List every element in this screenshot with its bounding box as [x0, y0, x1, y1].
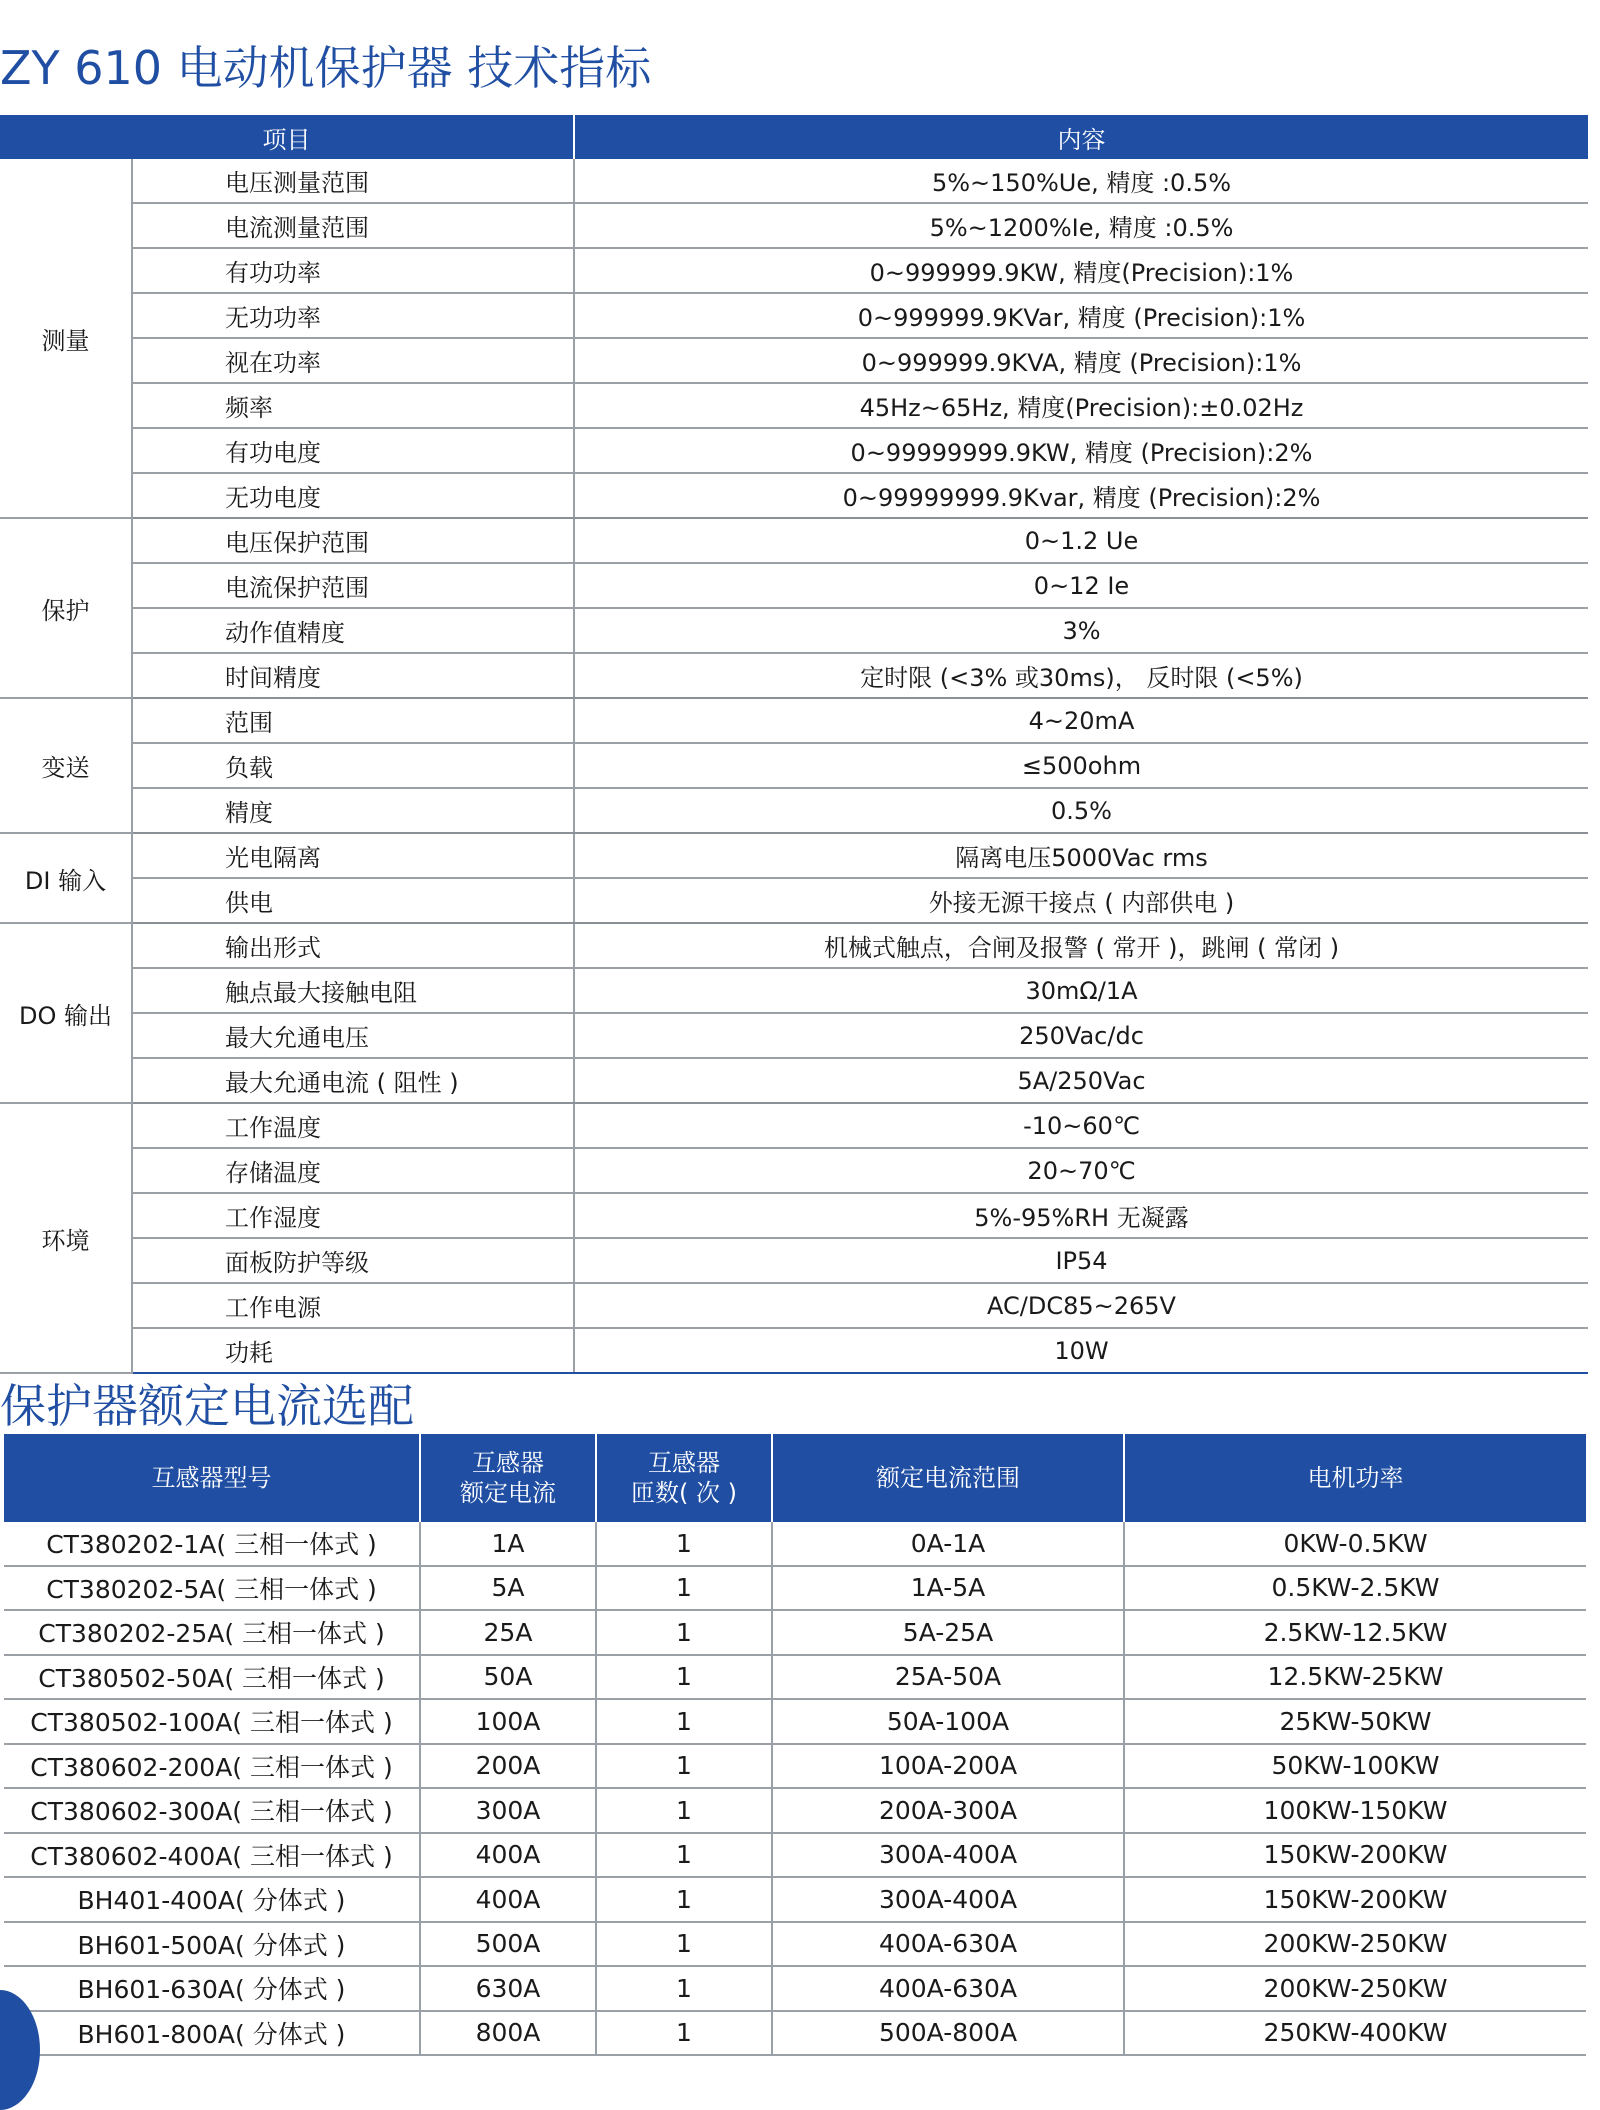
ct-table	[4, 1434, 1586, 2056]
spec-row	[0, 743, 1588, 788]
spec-row	[0, 878, 1588, 923]
spec-content: -10~60℃	[574, 1103, 1588, 1148]
ct-row	[4, 1744, 1586, 1789]
ct-rated-current: 400A	[420, 1833, 596, 1878]
header-motor-power: 电机功率	[1124, 1434, 1586, 1522]
ct-rated-current: 500A	[420, 1922, 596, 1967]
ct-turns: 1	[596, 1966, 772, 2011]
spec-content: 0~99999999.9KW, 精度 (Precision):2%	[574, 428, 1588, 473]
current-range: 500A-800A	[772, 2011, 1124, 2056]
ct-turns: 1	[596, 1655, 772, 1700]
motor-power: 0.5KW-2.5KW	[1124, 1566, 1586, 1611]
current-range: 300A-400A	[772, 1833, 1124, 1878]
spec-item: 工作电源	[132, 1283, 574, 1328]
spec-content: 定时限 (<3% 或30ms)， 反时限 (<5%)	[574, 653, 1588, 698]
ct-row	[4, 1922, 1586, 1967]
spec-content: AC/DC85~265V	[574, 1283, 1588, 1328]
spec-content: ≤500ohm	[574, 743, 1588, 788]
current-range: 1A-5A	[772, 1566, 1124, 1611]
spec-content: 45Hz~65Hz, 精度(Precision):±0.02Hz	[574, 383, 1588, 428]
spec-row	[0, 518, 1588, 563]
ct-rated-current: 50A	[420, 1655, 596, 1700]
ct-row	[4, 1655, 1586, 1700]
spec-content: 0~999999.9KW, 精度(Precision):1%	[574, 248, 1588, 293]
current-range: 0A-1A	[772, 1522, 1124, 1566]
spec-item: 动作值精度	[132, 608, 574, 653]
ct-rated-current: 100A	[420, 1699, 596, 1744]
ct-model: CT380502-100A( 三相一体式 )	[4, 1699, 420, 1744]
motor-power: 150KW-200KW	[1124, 1833, 1586, 1878]
spec-content: 0~999999.9KVA, 精度 (Precision):1%	[574, 338, 1588, 383]
spec-content: 5%~150%Ue, 精度 :0.5%	[574, 159, 1588, 203]
spec-item: 面板防护等级	[132, 1238, 574, 1283]
ct-turns: 1	[596, 1922, 772, 1967]
ct-rated-current: 200A	[420, 1744, 596, 1789]
ct-turns: 1	[596, 1522, 772, 1566]
ct-model: BH601-630A( 分体式 )	[4, 1966, 420, 2011]
spec-row	[0, 833, 1588, 878]
spec-item: 功耗	[132, 1328, 574, 1373]
ct-rated-current: 400A	[420, 1877, 596, 1922]
spec-row	[0, 203, 1588, 248]
spec-table	[0, 115, 1588, 1374]
ct-model: CT380602-400A( 三相一体式 )	[4, 1833, 420, 1878]
spec-content: 机械式触点，合闸及报警 ( 常开 )，跳闸 ( 常闭 )	[574, 923, 1588, 968]
spec-row	[0, 338, 1588, 383]
spec-content: 5%~1200%Ie, 精度 :0.5%	[574, 203, 1588, 248]
spec-item: 频率	[132, 383, 574, 428]
spec-content: 0~1.2 Ue	[574, 518, 1588, 563]
spec-category: DO 输出	[0, 923, 132, 1103]
spec-item: 有功功率	[132, 248, 574, 293]
motor-power: 200KW-250KW	[1124, 1922, 1586, 1967]
ct-model: CT380202-5A( 三相一体式 )	[4, 1566, 420, 1611]
ct-row	[4, 1610, 1586, 1655]
ct-rated-current: 300A	[420, 1788, 596, 1833]
ct-row	[4, 2011, 1586, 2056]
ct-model: CT380202-25A( 三相一体式 )	[4, 1610, 420, 1655]
spec-item: 视在功率	[132, 338, 574, 383]
spec-category: 保护	[0, 518, 132, 698]
current-range: 400A-630A	[772, 1966, 1124, 2011]
ct-turns: 1	[596, 1699, 772, 1744]
spec-row	[0, 563, 1588, 608]
header-ct-model: 互感器型号	[4, 1434, 420, 1522]
spec-row	[0, 1193, 1588, 1238]
ct-turns: 1	[596, 1877, 772, 1922]
spec-item: 电压保护范围	[132, 518, 574, 563]
ct-row	[4, 1833, 1586, 1878]
spec-row	[0, 293, 1588, 338]
ct-turns: 1	[596, 1566, 772, 1611]
spec-content: 0~99999999.9Kvar, 精度 (Precision):2%	[574, 473, 1588, 518]
current-range: 100A-200A	[772, 1744, 1124, 1789]
ct-row	[4, 1566, 1586, 1611]
ct-model: CT380602-300A( 三相一体式 )	[4, 1788, 420, 1833]
ct-turns: 1	[596, 2011, 772, 2056]
ct-turns: 1	[596, 1833, 772, 1878]
ct-model: BH601-800A( 分体式 )	[4, 2011, 420, 2056]
spec-row	[0, 1328, 1588, 1373]
ct-row	[4, 1522, 1586, 1566]
spec-item: 电流保护范围	[132, 563, 574, 608]
spec-content: IP54	[574, 1238, 1588, 1283]
ct-rated-current: 1A	[420, 1522, 596, 1566]
spec-item: 最大允通电压	[132, 1013, 574, 1058]
header-content: 内容	[574, 115, 1588, 159]
ct-rated-current: 630A	[420, 1966, 596, 2011]
spec-item: 触点最大接触电阻	[132, 968, 574, 1013]
spec-table-header	[0, 115, 1588, 159]
spec-item: 存储温度	[132, 1148, 574, 1193]
header-ct-turns: 互感器 匝数( 次 )	[596, 1434, 772, 1522]
spec-row	[0, 1058, 1588, 1103]
ct-model: BH601-500A( 分体式 )	[4, 1922, 420, 1967]
motor-power: 12.5KW-25KW	[1124, 1655, 1586, 1700]
ct-turns: 1	[596, 1788, 772, 1833]
page-title: ZY 610 电动机保护器 技术指标	[0, 41, 652, 95]
spec-item: 范围	[132, 698, 574, 743]
ct-turns: 1	[596, 1744, 772, 1789]
spec-category: 测量	[0, 159, 132, 518]
motor-power: 200KW-250KW	[1124, 1966, 1586, 2011]
ct-table-header	[4, 1434, 1586, 1522]
ct-model: BH401-400A( 分体式 )	[4, 1877, 420, 1922]
spec-item: 供电	[132, 878, 574, 923]
header-ct-rated-current: 互感器 额定电流	[420, 1434, 596, 1522]
motor-power: 250KW-400KW	[1124, 2011, 1586, 2056]
spec-item: 无功电度	[132, 473, 574, 518]
spec-row	[0, 1238, 1588, 1283]
spec-content: 4~20mA	[574, 698, 1588, 743]
spec-item: 有功电度	[132, 428, 574, 473]
spec-row	[0, 653, 1588, 698]
ct-model: CT380202-1A( 三相一体式 )	[4, 1522, 420, 1566]
ct-row	[4, 1877, 1586, 1922]
ct-turns: 1	[596, 1610, 772, 1655]
spec-category: DI 输入	[0, 833, 132, 923]
ct-model: CT380502-50A( 三相一体式 )	[4, 1655, 420, 1700]
section-title: 保护器额定电流选配	[0, 1379, 414, 1433]
current-range: 5A-25A	[772, 1610, 1124, 1655]
ct-model: CT380602-200A( 三相一体式 )	[4, 1744, 420, 1789]
spec-row	[0, 698, 1588, 743]
spec-row	[0, 1283, 1588, 1328]
spec-category: 变送	[0, 698, 132, 833]
motor-power: 150KW-200KW	[1124, 1877, 1586, 1922]
motor-power: 25KW-50KW	[1124, 1699, 1586, 1744]
spec-row	[0, 159, 1588, 203]
current-range: 400A-630A	[772, 1922, 1124, 1967]
spec-content: 外接无源干接点 ( 内部供电 )	[574, 878, 1588, 923]
spec-item: 输出形式	[132, 923, 574, 968]
spec-content: 20~70℃	[574, 1148, 1588, 1193]
spec-row	[0, 788, 1588, 833]
spec-content: 隔离电压5000Vac rms	[574, 833, 1588, 878]
spec-item: 电压测量范围	[132, 159, 574, 203]
spec-content: 0~12 Ie	[574, 563, 1588, 608]
spec-content: 5%-95%RH 无凝露	[574, 1193, 1588, 1238]
spec-item: 工作温度	[132, 1103, 574, 1148]
current-range: 200A-300A	[772, 1788, 1124, 1833]
ct-row	[4, 1966, 1586, 2011]
spec-row	[0, 608, 1588, 653]
spec-row	[0, 923, 1588, 968]
spec-item: 无功功率	[132, 293, 574, 338]
spec-content: 250Vac/dc	[574, 1013, 1588, 1058]
spec-item: 工作湿度	[132, 1193, 574, 1238]
spec-item: 精度	[132, 788, 574, 833]
ct-rated-current: 800A	[420, 2011, 596, 2056]
motor-power: 2.5KW-12.5KW	[1124, 1610, 1586, 1655]
spec-content: 30mΩ/1A	[574, 968, 1588, 1013]
current-range: 50A-100A	[772, 1699, 1124, 1744]
motor-power: 50KW-100KW	[1124, 1744, 1586, 1789]
spec-item: 负载	[132, 743, 574, 788]
ct-row	[4, 1788, 1586, 1833]
header-item: 项目	[0, 115, 574, 159]
motor-power: 100KW-150KW	[1124, 1788, 1586, 1833]
spec-row	[0, 1148, 1588, 1193]
spec-item: 光电隔离	[132, 833, 574, 878]
spec-item: 最大允通电流 ( 阻性 )	[132, 1058, 574, 1103]
motor-power: 0KW-0.5KW	[1124, 1522, 1586, 1566]
current-range: 25A-50A	[772, 1655, 1124, 1700]
header-current-range: 额定电流范围	[772, 1434, 1124, 1522]
ct-rated-current: 25A	[420, 1610, 596, 1655]
spec-category: 环境	[0, 1103, 132, 1373]
spec-content: 0~999999.9KVar, 精度 (Precision):1%	[574, 293, 1588, 338]
ct-row	[4, 1699, 1586, 1744]
current-range: 300A-400A	[772, 1877, 1124, 1922]
ct-rated-current: 5A	[420, 1566, 596, 1611]
spec-row	[0, 428, 1588, 473]
spec-item: 电流测量范围	[132, 203, 574, 248]
spec-content: 0.5%	[574, 788, 1588, 833]
spec-item: 时间精度	[132, 653, 574, 698]
spec-row	[0, 968, 1588, 1013]
spec-row	[0, 1103, 1588, 1148]
spec-row	[0, 248, 1588, 293]
spec-content: 3%	[574, 608, 1588, 653]
spec-row	[0, 1013, 1588, 1058]
spec-row	[0, 473, 1588, 518]
spec-content: 5A/250Vac	[574, 1058, 1588, 1103]
spec-content: 10W	[574, 1328, 1588, 1373]
spec-row	[0, 383, 1588, 428]
